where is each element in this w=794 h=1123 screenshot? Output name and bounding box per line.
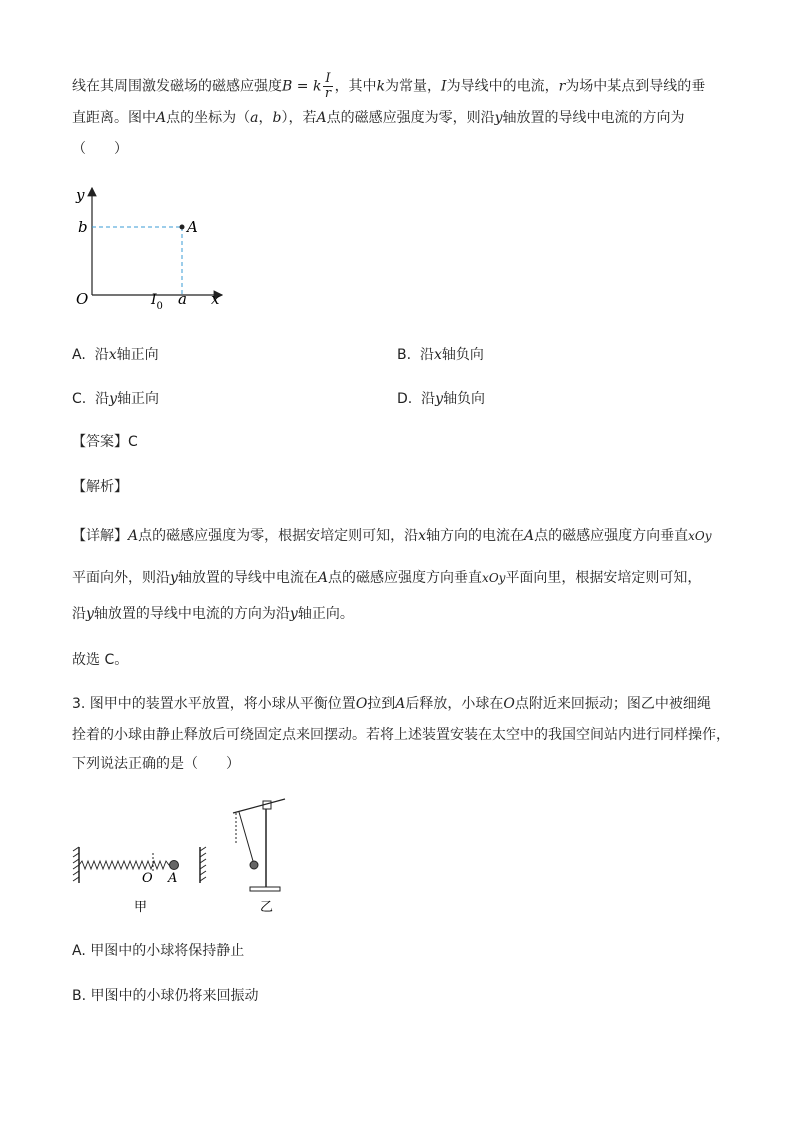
text: 后释放，小球在 [405, 696, 504, 712]
point-A [180, 225, 185, 230]
x-axis-label: x [211, 290, 220, 308]
option-letter: C. [72, 391, 87, 407]
text: 3. 图甲中的装置水平放置，将小球从平衡位置 [72, 696, 356, 712]
option-var: y [109, 391, 118, 407]
q2-blank: （ ） [72, 141, 128, 157]
fraction-numerator: I [325, 71, 331, 86]
conclusion: 故选 C。 [72, 652, 129, 668]
text: 沿 [72, 606, 86, 622]
var: x [418, 528, 427, 544]
option-b[interactable] [397, 344, 484, 364]
detail-label: 【详解】 [72, 528, 128, 544]
var: y [86, 606, 94, 622]
b-label: b [78, 218, 88, 236]
var-I: I [441, 78, 447, 95]
option-a[interactable] [72, 344, 159, 364]
text: 点附近来回振动；图乙中被细绳 [514, 696, 711, 712]
var: A [524, 528, 535, 544]
text: 平面向外，则沿 [72, 570, 170, 586]
answer-line [72, 432, 138, 452]
formula-fraction [323, 72, 332, 101]
q3-line-2: 拴着的小球由静止释放后可绕固定点来回摆动。若将上述装置安装在太空中的我国空间站内进行同样操作， [72, 727, 730, 743]
plane-xOy: xOy [482, 571, 506, 585]
text: 轴正向 [117, 391, 160, 407]
option-var: y [435, 391, 444, 407]
text: 为导线中的电流， [446, 78, 559, 95]
text: 沿 [421, 391, 436, 407]
A-label: A [187, 218, 198, 236]
text: ），若 [281, 110, 317, 126]
formula-eq: = [292, 78, 313, 95]
pendulum-string [239, 812, 253, 861]
coord-a: a [250, 110, 259, 126]
text: 平面向里，根据安培定则可知， [505, 570, 702, 586]
text: 轴负向 [443, 391, 486, 407]
text: 沿 [95, 391, 110, 407]
caption-jia: 甲 [134, 900, 148, 915]
var: y [289, 606, 298, 622]
analysis-label: 【解析】 [72, 479, 128, 495]
formula-k: k [312, 78, 322, 95]
var-A: A [156, 110, 167, 126]
var: A [317, 570, 329, 586]
text: 沿 [419, 347, 434, 363]
option-var: x [433, 347, 442, 363]
caption-yi: 乙 [260, 900, 274, 915]
q2-line-2 [72, 108, 685, 128]
text: 点的磁感应强度为零，根据安培定则可知，沿 [138, 528, 419, 544]
text: 轴放置的导线中电流的方向为沿 [93, 606, 290, 622]
coordinate-figure [70, 180, 230, 315]
pendulum-stand [233, 799, 285, 891]
var: A [128, 528, 139, 544]
I0-label: $I_0$ [151, 292, 163, 312]
var-r: r [558, 78, 566, 95]
label-O: O [142, 871, 153, 886]
O-label: O [76, 290, 89, 308]
option-c[interactable] [72, 388, 159, 408]
text: 为场中某点到导线的垂 [565, 78, 706, 95]
var: A [395, 696, 406, 712]
option-letter: D. [397, 391, 413, 407]
q3-option-b[interactable]: B. 甲图中的小球仍将来回振动 [72, 988, 259, 1004]
option-d[interactable] [397, 388, 485, 408]
detail-line-1 [72, 526, 712, 546]
left-wall [73, 847, 79, 883]
answer-label: 【答案】 [72, 434, 128, 450]
y-axis-label: y [76, 186, 85, 204]
q3-figures [70, 795, 310, 920]
text: 轴方向的电流在 [426, 528, 525, 544]
option-letter: B. [397, 347, 412, 363]
text: 轴正向 [116, 347, 159, 363]
spring-ball [170, 861, 179, 870]
a-label: a [178, 290, 187, 308]
var: y [170, 570, 178, 586]
answer-value: C [128, 434, 138, 450]
var-k: k [376, 78, 386, 95]
spring [79, 861, 173, 869]
text: 点的磁感应强度方向垂直 [328, 570, 483, 586]
q3-option-a[interactable]: A. 甲图中的小球将保持静止 [72, 943, 245, 959]
fraction-denominator: r [324, 86, 332, 101]
text: 拉到 [367, 696, 396, 712]
label-A: A [168, 871, 178, 886]
text: 直距离。图中 [72, 110, 156, 126]
var-y: y [494, 110, 503, 126]
option-var: x [108, 347, 117, 363]
detail-line-2 [72, 568, 701, 588]
text: 线在其周围激发磁场的磁感应强度 [72, 78, 282, 95]
text: 沿 [94, 347, 109, 363]
text: ，其中 [334, 78, 377, 95]
formula-B: B [282, 78, 293, 95]
plane-xOy: xOy [688, 529, 712, 543]
text: 轴放置的导线中电流的方向为 [502, 110, 685, 126]
text: 轴放置的导线中电流在 [177, 570, 318, 586]
pendulum-ball [250, 861, 258, 869]
q2-line-1 [72, 72, 705, 101]
q3-line-1 [72, 694, 711, 714]
text: 轴负向 [441, 347, 484, 363]
var-A: A [316, 110, 327, 126]
text: 点的磁感应强度方向垂直 [534, 528, 689, 544]
text: 点的磁感应强度为零，则沿 [326, 110, 495, 126]
coord-b: b [272, 110, 282, 126]
var: O [355, 696, 368, 712]
text: 轴正向。 [297, 606, 354, 622]
q3-line-3: 下列说法正确的是（ ） [72, 756, 240, 772]
option-letter: A. [72, 347, 86, 363]
var: O [503, 696, 515, 712]
detail-line-3 [72, 604, 354, 624]
right-wall [200, 847, 206, 883]
text: 点的坐标为（ [166, 110, 251, 126]
text: 为常量， [385, 78, 442, 95]
text: ， [258, 110, 273, 126]
